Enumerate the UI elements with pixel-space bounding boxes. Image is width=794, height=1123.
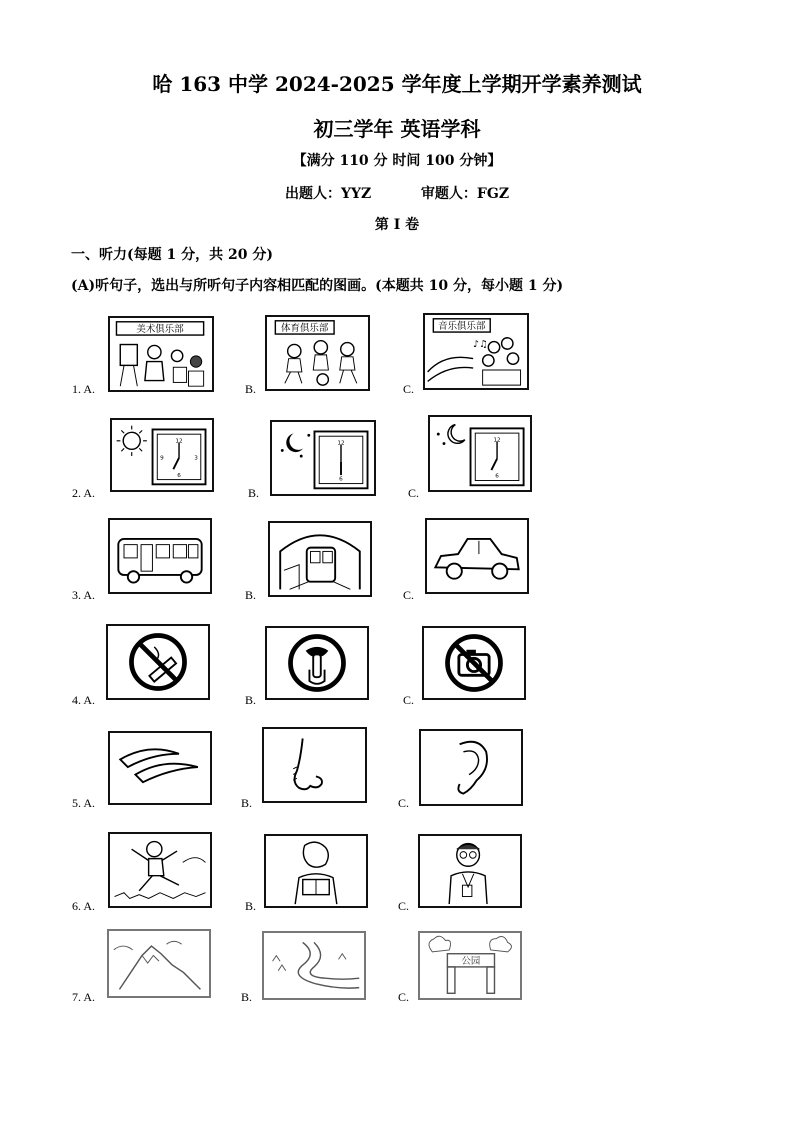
q5-option-a-label: 5. A. — [72, 796, 96, 810]
q6a-running-person-picture[interactable] — [108, 832, 212, 908]
q7-option-c-label: C. — [398, 990, 410, 1004]
q6-option-b-label: B. — [245, 899, 257, 913]
authors — [0, 183, 794, 203]
q1a-sign-text: 美术俱乐部 — [136, 324, 184, 336]
q7a-mountain-picture[interactable] — [107, 929, 211, 998]
q5-option-c-label: C. — [398, 796, 410, 810]
svg-text:9: 9 — [160, 455, 164, 462]
q5-option-b-label: B. — [241, 796, 253, 810]
q7b-river-picture[interactable] — [262, 931, 366, 1000]
q3-option-b-label: B. — [245, 588, 257, 602]
q2-option-a-label: 2. A. — [72, 486, 96, 500]
q1a-art-club-picture[interactable] — [108, 316, 214, 392]
q3-option-c-label: C. — [403, 588, 415, 602]
q5a-eyebrows-picture[interactable] — [108, 731, 212, 805]
q7c-park-gate-picture[interactable] — [418, 931, 522, 1000]
exam-title: 哈 163 中学 2024-2025 学年度上学期开学素养测试 — [152, 72, 642, 96]
author: 出题人：YYZ — [284, 186, 372, 202]
reviewer: 审题人：FGZ — [420, 186, 510, 202]
svg-text:12: 12 — [337, 440, 345, 447]
q6c-man-with-glasses-picture[interactable] — [418, 834, 522, 908]
part-a-instructions: (A)听句子，选出与所听句子内容相匹配的图画。(本题共 10 分，每小题 1 分) — [71, 278, 564, 294]
q1-option-c-label: C. — [403, 382, 415, 396]
q1b-sign-text: 体育俱乐部 — [281, 323, 329, 335]
q5c-ear-picture[interactable] — [419, 729, 523, 806]
q5b-nose-picture[interactable] — [262, 727, 367, 803]
q2-option-c-label: C. — [408, 486, 420, 500]
q6-option-c-label: C. — [398, 899, 410, 913]
svg-text:6: 6 — [177, 472, 181, 479]
q1c-sign-text: 音乐俱乐部 — [438, 321, 486, 333]
section-title: 一、听力(每题 1 分，共 20 分) — [71, 247, 273, 263]
q4-option-a-label: 4. A. — [72, 693, 96, 707]
svg-text:♪♫: ♪♫ — [473, 339, 488, 351]
volume-label: 第 I 卷 — [374, 217, 420, 233]
q2b-moon-clock-picture[interactable] — [270, 420, 376, 496]
q3a-bus-picture[interactable] — [108, 518, 212, 594]
q3b-subway-picture[interactable] — [268, 521, 372, 597]
q4a-no-smoking-sign[interactable] — [106, 624, 210, 700]
q7-option-b-label: B. — [241, 990, 253, 1004]
q1-option-b-label: B. — [245, 382, 257, 396]
svg-text:6: 6 — [495, 473, 499, 480]
q6b-reading-person-picture[interactable] — [264, 834, 368, 908]
q6-option-a-label: 6. A. — [72, 899, 96, 913]
q4b-quiet-sign[interactable] — [265, 626, 369, 700]
q7c-gate-text: 公园 — [461, 956, 481, 968]
q3-option-a-label: 3. A. — [72, 588, 96, 602]
q4c-no-photos-sign[interactable] — [422, 626, 526, 700]
svg-text:12: 12 — [493, 437, 501, 444]
q4-option-b-label: B. — [245, 693, 257, 707]
q4-option-c-label: C. — [403, 693, 415, 707]
q3c-car-picture[interactable] — [425, 518, 529, 594]
q1c-music-club-picture[interactable] — [423, 313, 529, 390]
q7-option-a-label: 7. A. — [72, 990, 96, 1004]
q2c-moon-clock-picture[interactable] — [428, 415, 532, 492]
q1-option-a-label: 1. A. — [72, 382, 96, 396]
exam-subtitle: 初三学年 英语学科 — [313, 117, 481, 141]
q1b-sports-club-picture[interactable] — [265, 315, 370, 391]
svg-text:6: 6 — [339, 476, 343, 483]
svg-text:12: 12 — [175, 438, 183, 445]
q2-option-b-label: B. — [248, 486, 260, 500]
q2a-sun-clock-picture[interactable] — [110, 418, 214, 492]
score-time: 【满分 110 分 时间 100 分钟】 — [292, 153, 502, 169]
svg-text:3: 3 — [194, 455, 198, 462]
